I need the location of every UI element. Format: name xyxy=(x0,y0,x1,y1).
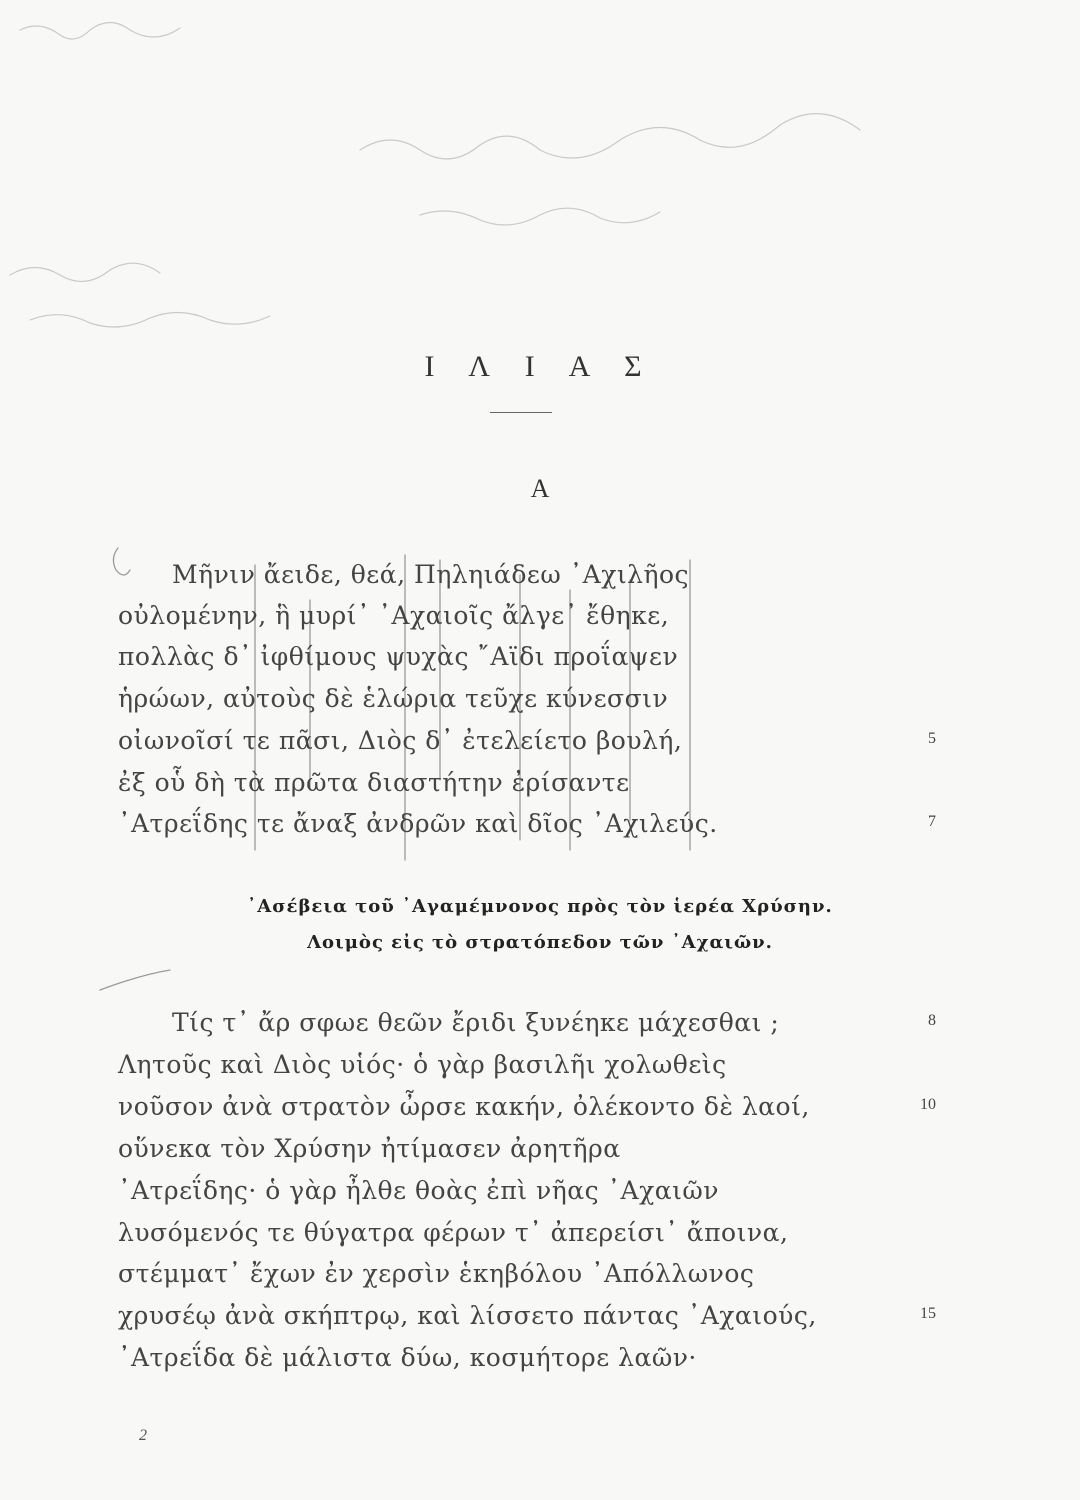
section-heading-line-1: ᾿Ασέβεια τοῦ ᾿Αγαμέμνονος πρὸς τὸν ἱερέα Χρύσην. xyxy=(247,896,833,917)
line-number: 10 xyxy=(920,1096,936,1113)
proem-line: ἡρώων, αὐτοὺς δὲ ἑλώρια τεῦχε κύνεσσιν xyxy=(118,684,669,713)
proem-line: Μῆνιν ἄειδε, θεά, Πηληιάδεω ᾿Αχιλῆος xyxy=(172,560,690,589)
verse-line: οὕνεκα τὸν Χρύσην ἠτίμασεν ἀρητῆρα xyxy=(118,1134,621,1163)
page-number: 2 xyxy=(139,1427,147,1444)
proem-line: ᾿Ατρεΐδης τε ἄναξ ἀνδρῶν καὶ δῖος ᾿Αχιλεύς. xyxy=(118,809,718,838)
verse-line: ᾿Ατρεΐδης· ὁ γὰρ ἦλθε θοὰς ἐπὶ νῆας ᾿Αχαιῶν xyxy=(118,1176,720,1205)
line-number: 15 xyxy=(920,1305,936,1322)
line-number: 8 xyxy=(928,1012,936,1029)
section-heading-line-2: Λοιμὸς εἰς τὸ στρατόπεδον τῶν ᾿Αχαιῶν. xyxy=(307,932,773,953)
title-divider xyxy=(490,412,552,413)
verse-line: Τίς τ᾿ ἄρ σφωε θεῶν ἔριδι ξυνέηκε μάχεσθαι ; xyxy=(172,1008,780,1037)
verse-line: ᾿Ατρεΐδα δὲ μάλιστα δύω, κοσμήτορε λαῶν· xyxy=(118,1343,697,1372)
proem-line: ἐξ οὗ δὴ τὰ πρῶτα διαστήτην ἐρίσαντε xyxy=(118,768,630,797)
line-number: 7 xyxy=(928,813,936,830)
verse-line: Λητοῦς καὶ Διὸς υἱός· ὁ γὰρ βασιλῆι χολωθεὶς xyxy=(118,1050,727,1079)
verse-line: χρυσέῳ ἀνὰ σκήπτρῳ, καὶ λίσσετο πάντας ᾿Αχαιούς, xyxy=(118,1301,817,1330)
verse-line: νοῦσον ἀνὰ στρατὸν ὦρσε κακήν, ὀλέκοντο δὲ λαοί, xyxy=(118,1092,810,1121)
proem-line: πολλὰς δ᾿ ἰφθίμους ψυχὰς ῎Αϊδι προΐαψεν xyxy=(118,642,679,671)
proem-line: οἰωνοῖσί τε πᾶσι, Διὸς δ᾿ ἐτελείετο βουλή, xyxy=(118,726,683,755)
verse-line: λυσόμενός τε θύγατρα φέρων τ᾿ ἀπερείσι᾿ ἄποινα, xyxy=(118,1218,789,1247)
line-number: 5 xyxy=(928,730,936,747)
book-letter: Α xyxy=(530,474,550,503)
proem-line: οὐλομένην, ἣ μυρί᾿ ᾿Αχαιοῖς ἄλγε᾿ ἔθηκε, xyxy=(118,601,670,630)
verse-line: στέμματ᾿ ἔχων ἐν χερσὶν ἑκηβόλου ᾿Απόλλωνος xyxy=(118,1259,755,1288)
poem-title: Ι Λ Ι Α Σ xyxy=(424,350,656,383)
